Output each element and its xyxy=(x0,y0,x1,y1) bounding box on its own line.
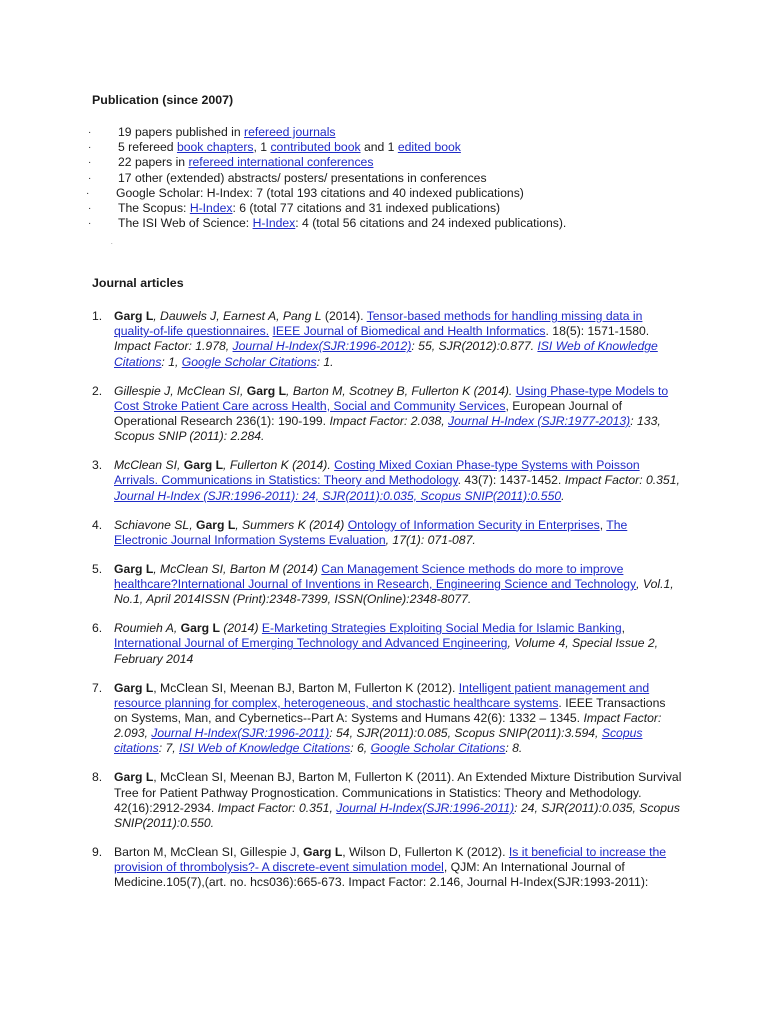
stray-mark: . xyxy=(111,240,113,246)
author-highlight: Garg L xyxy=(114,561,154,576)
ref-9-title-link[interactable]: Is it beneficial to increase the provision of thrombolysis?- A discrete-event simulation model xyxy=(114,845,667,875)
ref-number: 3. xyxy=(92,458,103,473)
ref-number: 5. xyxy=(92,561,103,576)
ref-1-google-scholar-link[interactable]: Google Scholar Citations xyxy=(181,354,317,369)
ref-number: 1. xyxy=(92,309,103,323)
ref-1-journal-link[interactable]: IEEE Journal of Biomedical and Health Informatics xyxy=(272,324,546,339)
publication-heading: Publication (since 2007) xyxy=(92,93,234,107)
contributed-book-link[interactable]: contributed book xyxy=(270,140,361,155)
list-item: 4. Schiavone SL, Garg L, Summers K (2014) Ontology of Information Security in Enterprises, The Electronic Journal Information Systems Evaluation, 17(1): 071-087. xyxy=(92,517,628,547)
bullet-dot: · xyxy=(88,218,92,230)
ref-5-title-link[interactable]: Can Management Science methods do more to improve healthcare?International Journal of Inventions in Research, Engineering Science and Technology xyxy=(114,561,637,592)
ref-7-title-link[interactable]: Intelligent patient management and resource planning for complex, heterogeneous, and stochastic healthcare systems xyxy=(114,680,650,710)
author-highlight: Garg L xyxy=(183,458,224,473)
list-item: 8. Garg L, McClean SI, Meenan BJ, Barton M, Fullerton K (2011). An Extended Mixture Distribution Survival Tree for Patient Pathway Prognostication. Communications in Statistics: Theory and Methodology. 42(16):2912-2934. Impact Factor: 0.351, Journal H-Index(SJR:1996-2011): 24, SJR(2011):0.035, Scopus SNIP(2011):0.550. xyxy=(92,770,682,831)
author-highlight: Garg L xyxy=(302,845,343,860)
ref-1-h-index-link[interactable]: Journal H-Index(SJR:1996-2012) xyxy=(232,339,412,354)
isi-h-index-link[interactable]: H-Index xyxy=(252,216,296,231)
author-highlight: Garg L xyxy=(195,517,236,532)
ref-number: 6. xyxy=(92,621,103,636)
author-highlight: Garg L xyxy=(246,383,287,398)
ref-8-h-index-link[interactable]: Journal H-Index(SJR:1996-2011) xyxy=(336,800,515,815)
ref-number: 8. xyxy=(92,770,103,785)
ref-6-journal-link[interactable]: International Journal of Emerging Technology and Advanced Engineering xyxy=(114,636,508,651)
list-item: · 19 papers published in refereed journals xyxy=(88,125,336,139)
list-item: 3. McClean SI, Garg L, Fullerton K (2014). Costing Mixed Coxian Phase-type Systems with Poisson Arrivals. Communications in Statistics: Theory and Methodology. 43(7): 1437-1452. Impact Factor: 0.351, Journal H-Index (SJR:1996-2011): 24, SJR(2011):0.035, Scopus SNIP(2011):0.550. xyxy=(92,458,680,503)
ref-4-journal-link[interactable]: The Electronic Journal Information Systems Evaluation xyxy=(114,517,628,547)
journal-articles-list xyxy=(92,309,682,904)
bullet-dot: · xyxy=(86,187,90,199)
ref-1-title-link[interactable]: Tensor-based methods for handling missing data in quality-of-life questionnaires. xyxy=(114,309,643,339)
ref-number: 9. xyxy=(92,845,103,860)
author-highlight: Garg L xyxy=(114,680,154,695)
publication-summary-list xyxy=(88,125,708,231)
list-item: 9. Barton M, McClean SI, Gillespie J, Garg L, Wilson D, Fullerton K (2012). Is it beneficial to increase the provision of thrombolysis?- A discrete-event simulation model, QJM: An International Journal of Medicine.105(7),(art. no. hcs036):665-673. Impact Factor: 2.146, Journal H-Index(SJR:1993-2011): xyxy=(92,845,667,890)
ref-1-isi-citations-link[interactable]: ISI Web of Knowledge Citations xyxy=(114,339,658,369)
ref-2-h-index-link[interactable]: Journal H-Index (SJR:1977-2013) xyxy=(448,414,631,429)
bullet-dot: · xyxy=(88,157,92,169)
author-highlight: Garg L xyxy=(114,309,154,323)
ref-7-h-index-link[interactable]: Journal H-Index(SJR:1996-2011) xyxy=(151,726,330,741)
list-item: · 5 refereed book chapters, 1 contributed book and 1 edited book xyxy=(88,140,461,155)
author-highlight: Garg L xyxy=(180,621,220,636)
ref-7-google-scholar-link[interactable]: Google Scholar Citations xyxy=(370,741,506,756)
bullet-dot: · xyxy=(88,142,92,154)
ref-3-h-index-link[interactable]: Journal H-Index (SJR:1996-2011): 24, SJR(2011):0.035, Scopus SNIP(2011):0.550 xyxy=(114,488,562,503)
list-item: · 17 other (extended) abstracts/ posters/ presentations in conferences xyxy=(88,170,487,185)
ref-6-title-link[interactable]: E-Marketing Strategies Exploiting Social Media for Islamic Banking xyxy=(261,621,622,636)
list-item: · 22 papers in refereed international conferences xyxy=(88,155,374,170)
ref-number: 7. xyxy=(92,680,103,695)
ref-4-title-link[interactable]: Ontology of Information Security in Enterprises xyxy=(347,517,600,532)
list-item: · The Scopus: H-Index: 6 (total 77 citations and 31 indexed publications) xyxy=(88,200,501,215)
ref-2-title-link[interactable]: Using Phase-type Models to Cost Stroke Patient Care across Health, Social and Community Services xyxy=(114,383,669,413)
bullet-dot: · xyxy=(88,202,92,214)
list-item: 7. Garg L, McClean SI, Meenan BJ, Barton M, Fullerton K (2012). Intelligent patient management and resource planning for complex, heterogeneous, and stochastic healthcare systems. IEEE Transactions on Systems, Man, and Cybernetics--Part A: Systems and Humans 42(6): 1332 – 1345. Impact Factor: 2.093, Journal H-Index(SJR:1996-2011): 54, SJR(2011):0.085, Scopus SNIP(2011):3.594, Scopus citations: 7, ISI Web of Knowledge Citations: 6, Google Scholar Citations: 8. xyxy=(92,680,666,756)
book-chapters-link[interactable]: book chapters xyxy=(176,140,254,155)
list-item: · The ISI Web of Science: H-Index: 4 (total 56 citations and 24 indexed publications). xyxy=(88,216,567,231)
journal-articles-heading: Journal articles xyxy=(92,276,184,290)
list-item: 1. Garg L, Dauwels J, Earnest A, Pang L (2014). Tensor-based methods for handling missing data in quality-of-life questionnaires. IEEE Journal of Biomedical and Health Informatics. 18(5): 1571-1580. Impact Factor: 1.978, Journal H-Index(SJR:1996-2012): 55, SJR(2012):0.877. ISI Web of Knowledge Citations: 1, Google Scholar Citations: 1. xyxy=(92,309,658,369)
refereed-journals-link[interactable]: refereed journals xyxy=(244,125,336,139)
list-item: · Google Scholar: H-Index: 7 (total 193 citations and 40 indexed publications) xyxy=(86,185,524,200)
ref-number: 2. xyxy=(92,383,103,398)
edited-book-link[interactable]: edited book xyxy=(397,140,461,155)
ref-7-isi-citations-link[interactable]: ISI Web of Knowledge Citations xyxy=(179,741,351,756)
bullet-dot: · xyxy=(88,127,92,138)
ref-number: 4. xyxy=(92,517,103,532)
author-highlight: Garg L xyxy=(114,770,154,785)
ref-7-scopus-citations-link[interactable]: Scopus citations xyxy=(114,726,643,756)
ref-3-title-link[interactable]: Costing Mixed Coxian Phase-type Systems with Poisson Arrivals. Communications in Statistics: Theory and Methodology xyxy=(114,458,640,488)
refereed-international-conferences-link[interactable]: refereed international conferences xyxy=(188,155,374,170)
scopus-h-index-link[interactable]: H-Index xyxy=(189,200,233,215)
list-item: 5. Garg L, McClean SI, Barton M (2014) Can Management Science methods do more to improve healthcare?International Journal of Inventions in Research, Engineering Science and Technology, Vol.1, No.1, April 2014ISSN (Print):2348-7399, ISSN(Online):2348-8077. xyxy=(92,561,674,607)
list-item: 6. Roumieh A, Garg L (2014) E-Marketing Strategies Exploiting Social Media for Islamic Banking, International Journal of Emerging Technology and Advanced Engineering, Volume 4, Special Issue 2, February 2014 xyxy=(92,621,659,666)
bullet-dot: · xyxy=(88,172,92,184)
list-item: 2. Gillespie J, McClean SI, Garg L, Barton M, Scotney B, Fullerton K (2014). Using Phase-type Models to Cost Stroke Patient Care across Health, Social and Community Services, European Journal of Operational Research 236(1): 190-199. Impact Factor: 2.038, Journal H-Index (SJR:1977-2013): 133, Scopus SNIP (2011): 2.284. xyxy=(92,383,669,444)
